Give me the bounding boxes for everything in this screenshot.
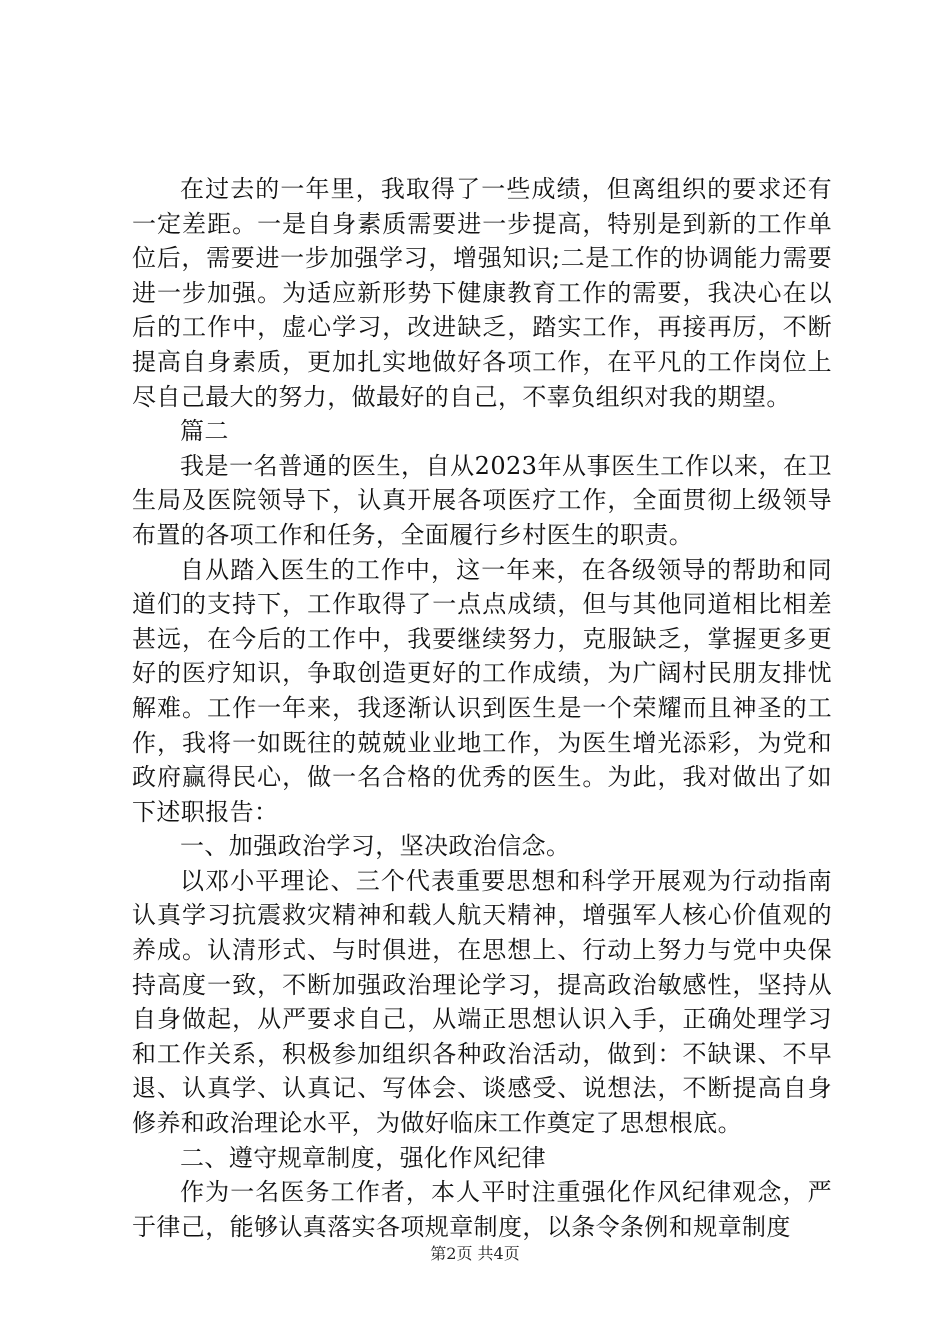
paragraph-intro: 我是一名普通的医生，自从2023年从事医生工作以来，在卫生局及医院领导下，认真开展各项医疗工作，全面贯彻上级领导布置的各项工作和任务，全面履行乡村医生的职责。 <box>132 451 832 549</box>
paragraph-summary: 在过去的一年里，我取得了一些成绩，但离组织的要求还有一定差距。一是自身素质需要进一步提高，特别是到新的工作单位后，需要进一步加强学习，增强知识;二是工作的协调能力需要进一步加强。为适应新形势下健康教育工作的需要，我决心在以后的工作中，虚心学习，改进缺乏，踏实工作，再接再厉，不断提高自身素质，更加扎实地做好各项工作，在平凡的工作岗位上尽自己最大的努力，做最好的自己，不辜负组织对我的期望。 <box>132 175 832 411</box>
page-number-footer: 第2页 共4页 <box>430 1244 520 1263</box>
section-heading-part-two: 篇二 <box>180 417 229 446</box>
paragraph-discipline: 作为一名医务工作者，本人平时注重强化作风纪律观念，严于律己，能够认真落实各项规章制度，以条令条例和规章制度 <box>132 1178 832 1241</box>
section-heading-politics: 一、加强政治学习，坚决政治信念。 <box>180 832 571 861</box>
paragraph-experience: 自从踏入医生的工作中，这一年来，在各级领导的帮助和同道们的支持下，工作取得了一点点成绩，但与其他同道相比相差甚远，在今后的工作中，我要继续努力，克服缺乏，掌握更多更好的医疗知识，争取创造更好的工作成绩，为广阔村民朋友排忧解难。工作一年来，我逐渐认识到医生是一个荣耀而且神圣的工作，我将一如既往的兢兢业业地工作，为医生增光添彩，为党和政府赢得民心，做一名合格的优秀的医生。为此，我对做出了如下述职报告： <box>132 555 832 826</box>
document-body <box>132 172 832 1244</box>
paragraph-politics: 以邓小平理论、三个代表重要思想和科学开展观为行动指南认真学习抗震救灾精神和载人航天精神，增强军人核心价值观的养成。认清形式、与时俱进，在思想上、行动上努力与党中央保持高度一致，不断加强政治理论学习，提高政治敏感性，坚持从自身做起，从严要求自己，从端正思想认识入手，正确处理学习和工作关系，积极参加组织各种政治活动，做到：不缺课、不早退、认真学、认真记、写体会、谈感受、说想法，不断提高自身修养和政治理论水平，为做好临床工作奠定了思想根底。 <box>132 866 832 1138</box>
section-heading-discipline: 二、遵守规章制度，强化作风纪律 <box>180 1143 546 1172</box>
